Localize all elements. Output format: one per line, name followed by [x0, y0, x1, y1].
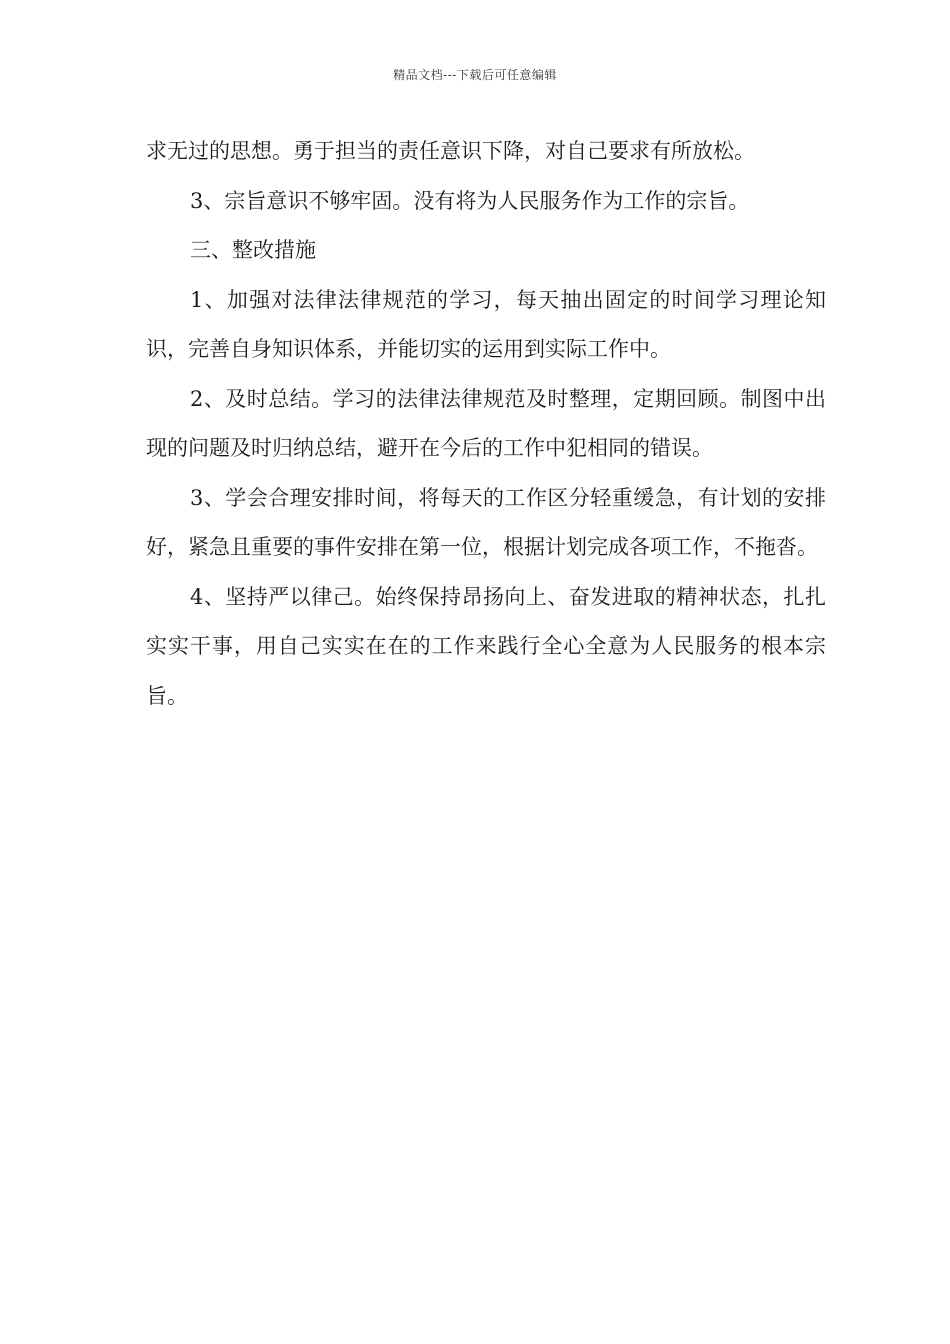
- section-heading-rectification: 三、整改措施: [190, 238, 316, 262]
- paragraph-purpose-awareness: 3、宗旨意识不够牢固。没有将为人民服务作为工作的宗旨。: [190, 188, 750, 213]
- document-body: [146, 127, 826, 721]
- page-header: 精品文档---下载后可任意编辑: [393, 68, 557, 82]
- paragraph-measure-2: 2、及时总结。学习的法律法律规范及时整理，定期回顾。制图中出现的问题及时归纳总结，避开在今后的工作中犯相同的错误。: [146, 386, 826, 460]
- paragraph-measure-3: 3、学会合理安排时间，将每天的工作区分轻重缓急，有计划的安排好，紧急且重要的事件安排在第一位，根据计划完成各项工作，不拖沓。: [146, 485, 826, 559]
- paragraph-measure-4: 4、坚持严以律己。始终保持昂扬向上、奋发进取的精神状态，扎扎实实干事，用自己实实在在的工作来践行全心全意为人民服务的根本宗旨。: [146, 584, 826, 708]
- paragraph-continuation: 求无过的思想。勇于担当的责任意识下降，对自己要求有所放松。: [146, 139, 755, 163]
- paragraph-measure-1: 1、加强对法律法律规范的学习，每天抽出固定的时间学习理论知识，完善自身知识体系，并能切实的运用到实际工作中。: [146, 287, 826, 361]
